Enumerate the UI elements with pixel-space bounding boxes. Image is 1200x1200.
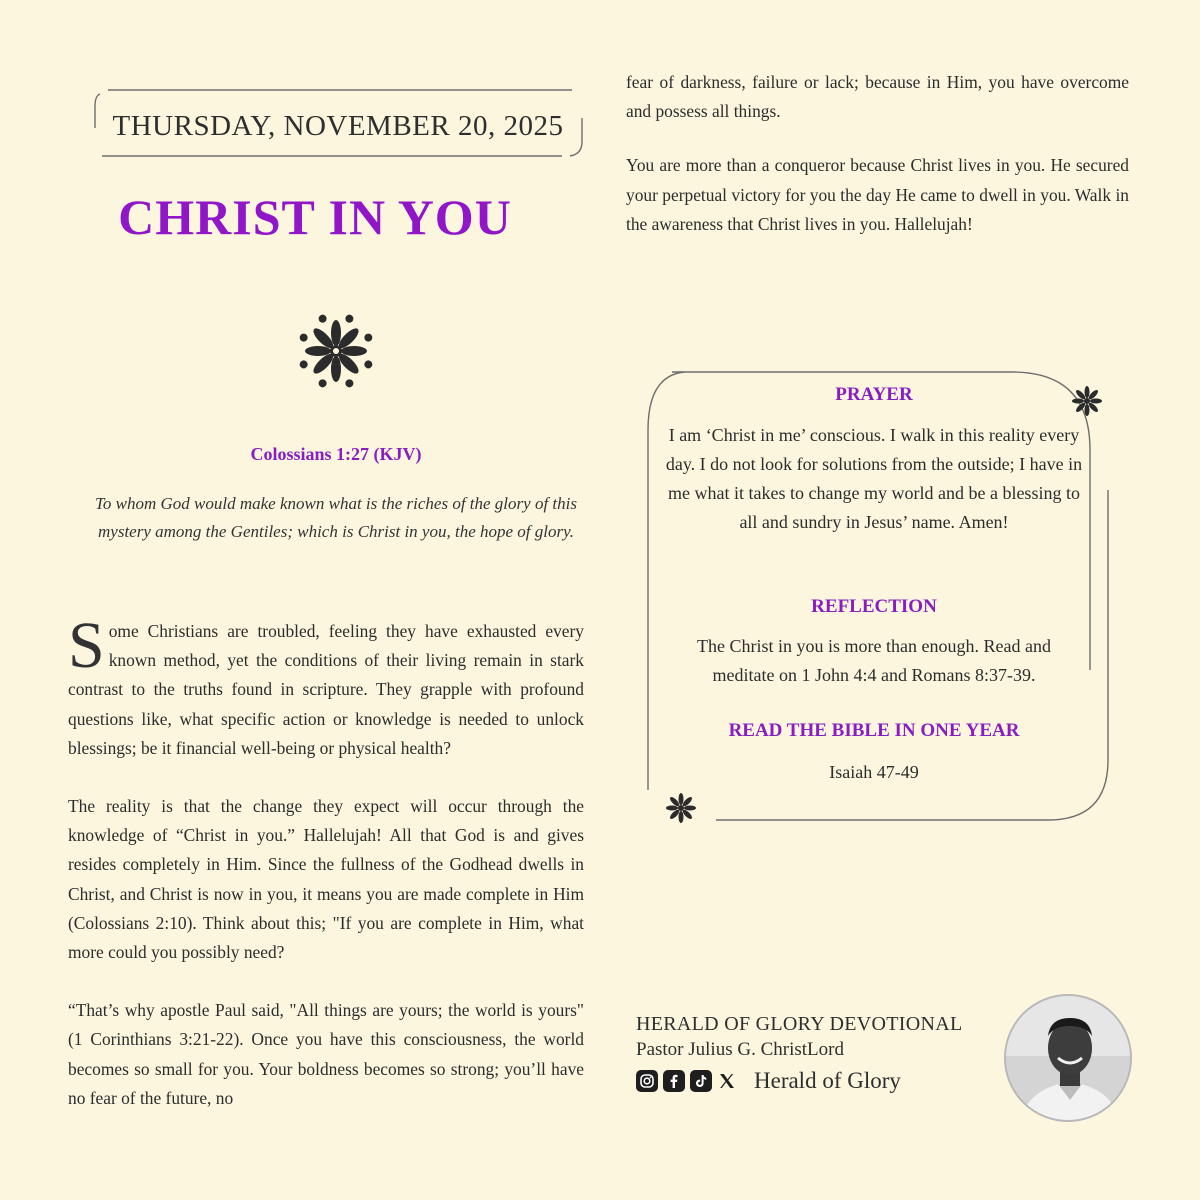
reflection-text: The Christ in you is more than enough. Read and meditate on 1 John 4:4 and Romans 8:37-39. (697, 636, 1051, 685)
author-name: Pastor Julius G. ChristLord (636, 1039, 844, 1060)
body-paragraph-1-text: ome Christians are troubled, feeling they have exhausted every known method, yet the conditions of their living remain in stark contrast to the truths found in scripture. They grapple with profound questions like, what specific action or knowledge is needed to unlock blessings; be it financial well-being or physical health? (68, 621, 584, 758)
page-title: CHRIST IN YOU (118, 189, 512, 245)
facebook-icon[interactable] (663, 1070, 685, 1092)
x-icon[interactable] (717, 1070, 737, 1092)
body-paragraph-3: “That’s why apostle Paul said, "All things are yours; the world is yours" (1 Corinthians 3:21-22). Once you have this consciousness, the world becomes so small for you. Your boldness becomes so strong; you’ll have no fear of the future, no (68, 1000, 584, 1108)
bible-year-text: Isaiah 47-49 (829, 762, 919, 782)
body-paragraph-4: fear of darkness, failure or lack; because in Him, you have overcome and possess all things. (626, 72, 1129, 122)
reflection-heading: REFLECTION (811, 596, 937, 617)
devotional-name: HERALD OF GLORY DEVOTIONAL (636, 1013, 963, 1035)
avatar (1004, 994, 1132, 1122)
body-paragraph-2: The reality is that the change they expect will occur through the knowledge of “Christ in you.” Hallelujah! All that God is and gives resides completely in Him. Since the fullness of the Godhead dwells in Christ, and Christ is now in you, it means you are made complete in Him (Colossians 2:10). Think about this; "If you are complete in Him, what more could you possibly need? (68, 796, 584, 963)
prayer-text: I am ‘Christ in me’ conscious. I walk in this reality every day. I do not look for solutions from the outside; I have in me what it takes to change my world and be a blessing to all and sundry in Jesus’ name. Amen! (665, 425, 1083, 532)
bible-year-heading: READ THE BIBLE IN ONE YEAR (728, 720, 1020, 741)
verse-reference: Colossians 1:27 (KJV) (250, 444, 422, 464)
instagram-icon[interactable] (636, 1070, 658, 1092)
mandala-ornament-icon (293, 308, 379, 394)
tiktok-icon[interactable] (690, 1070, 712, 1092)
social-row (636, 1068, 901, 1094)
prayer-heading: PRAYER (835, 384, 913, 405)
body-paragraph-1 (68, 609, 584, 763)
body-right-column (626, 68, 1129, 264)
verse-text: To whom God would make known what is the riches of the glory of this mystery among the Gentiles; which is Christ in you, the hope of glory. (95, 494, 577, 541)
drop-cap: S (68, 609, 105, 682)
date-label: THURSDAY, NOVEMBER 20, 2025 (112, 110, 564, 142)
date-frame (92, 88, 584, 158)
body-paragraph-5: You are more than a conqueror because Christ lives in you. He secured your perpetual victory for you the day He came to dwell in you. Walk in the awareness that Christ lives in you. Hallelujah! (626, 155, 1129, 234)
social-handle: Herald of Glory (754, 1068, 901, 1093)
small-ornament-icon (664, 791, 698, 825)
body-left-column (68, 609, 584, 1142)
